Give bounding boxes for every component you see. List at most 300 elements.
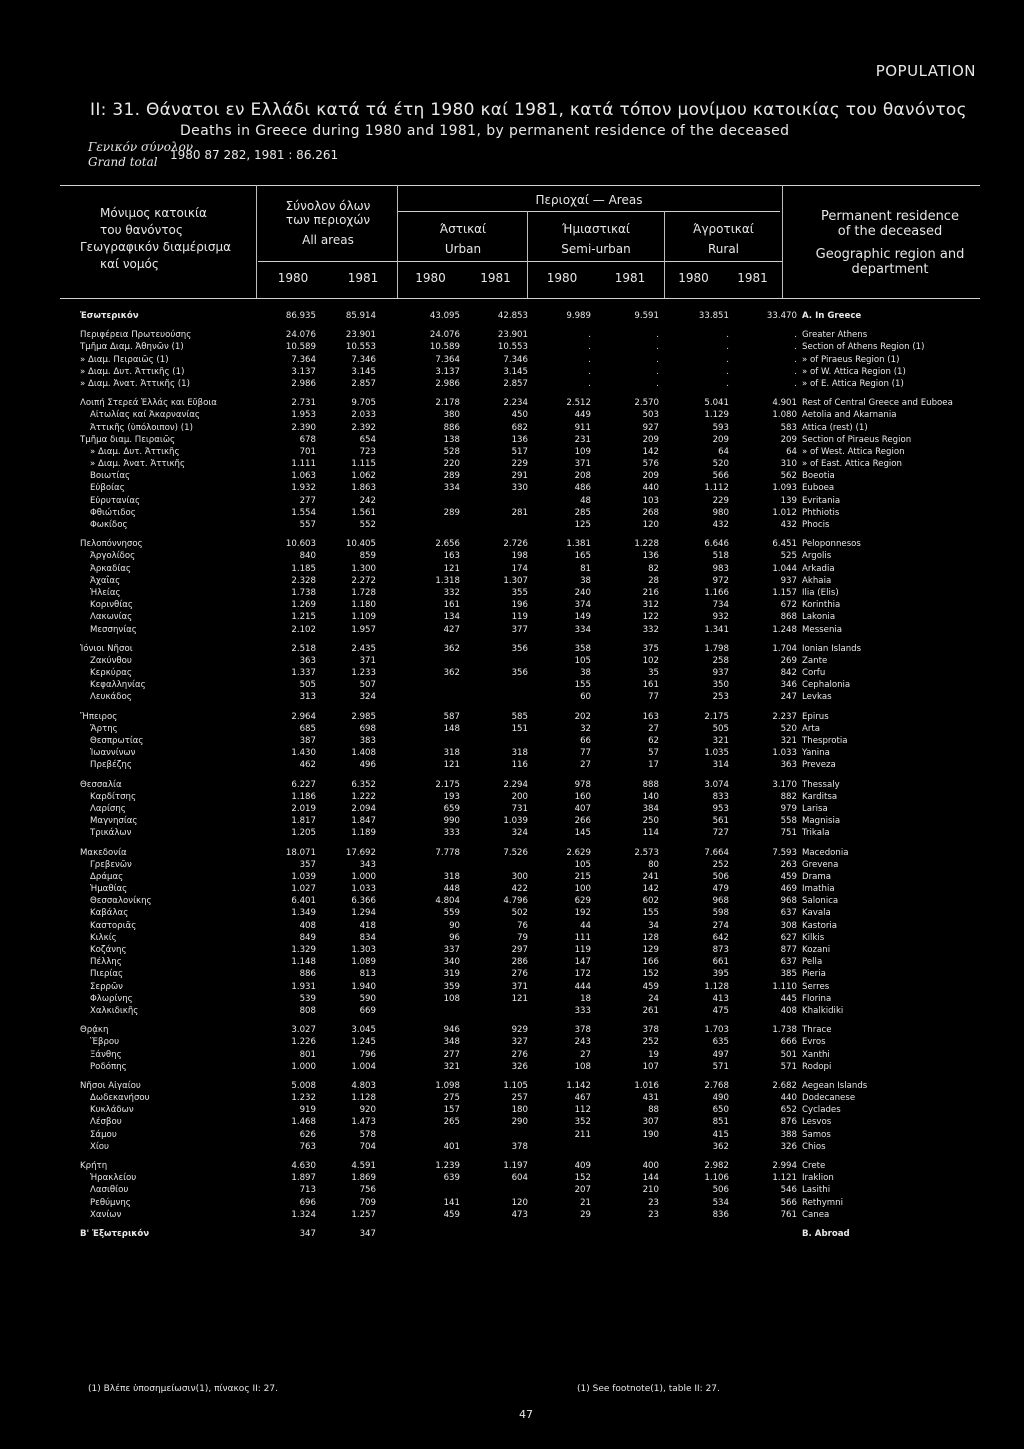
row-value-c1: 1.931: [291, 981, 316, 992]
row-value-c6: 378: [642, 1025, 659, 1036]
years-rule: [258, 261, 782, 262]
row-value-c8: .: [794, 366, 797, 377]
row-value-c5: 29: [580, 1209, 591, 1220]
row-label-english: Iraklion: [802, 1173, 834, 1184]
row-value-c1: 10.603: [285, 539, 316, 550]
row-value-c5: 243: [574, 1037, 591, 1048]
row-label-english: Florina: [802, 993, 832, 1004]
table-row: [0, 1197, 1024, 1209]
row-value-c8: 558: [780, 816, 797, 827]
row-value-c5: 38: [580, 575, 591, 586]
row-label-greek: Καρδίτσης: [90, 791, 137, 802]
row-value-c2: 2.985: [351, 711, 376, 722]
row-label-greek: Φθιώτιδος: [90, 507, 136, 518]
table-row: [0, 446, 1024, 458]
row-value-c2: 1.245: [351, 1037, 376, 1048]
table-row: [0, 711, 1024, 723]
row-label-english: Grevena: [802, 859, 839, 870]
row-value-c7: 851: [712, 1117, 729, 1128]
row-value-c7: 833: [712, 791, 729, 802]
row-value-c6: 152: [642, 969, 659, 980]
row-value-c6: 1.016: [634, 1080, 659, 1091]
row-value-c2: 343: [359, 859, 376, 870]
row-value-c7: 734: [712, 600, 729, 611]
row-value-c7: 314: [712, 760, 729, 771]
row-value-c6: 312: [642, 600, 659, 611]
row-value-c7: 2.175: [704, 711, 729, 722]
row-value-c8: .: [794, 342, 797, 353]
table-row: [0, 575, 1024, 587]
year-1980-total: 1980: [277, 271, 309, 285]
row-value-c5: 208: [574, 471, 591, 482]
row-value-c5: 378: [574, 1025, 591, 1036]
row-value-c2: 1.233: [351, 668, 376, 679]
row-label-greek: Κρήτη: [80, 1161, 108, 1171]
row-label-greek: Ἰόνιοι Νῆσοι: [80, 643, 133, 654]
semi-urban-header: [528, 222, 664, 256]
row-value-c5: 81: [580, 563, 591, 574]
table-row: [0, 968, 1024, 980]
row-value-c8: 652: [780, 1105, 797, 1116]
row-value-c4: 290: [511, 1117, 528, 1128]
row-value-c7: 520: [712, 459, 729, 470]
row-label-greek: Ἐσωτερικόν: [80, 311, 139, 321]
row-label-greek: Φλωρίνης: [90, 993, 133, 1004]
row-label-english: Rest of Central Greece and Euboea: [802, 398, 953, 409]
row-value-c7: 274: [712, 920, 729, 931]
row-value-c4: 297: [511, 945, 528, 955]
table-row: [0, 341, 1024, 353]
row-value-c8: 408: [780, 1005, 797, 1016]
row-value-c4: 318: [511, 748, 528, 759]
row-value-c7: .: [726, 330, 729, 341]
table-row: [0, 643, 1024, 655]
row-value-c7: .: [726, 342, 729, 353]
table-row: [0, 1024, 1024, 1036]
row-value-c2: 654: [359, 434, 376, 445]
row-value-c8: 562: [780, 471, 797, 482]
row-value-c5: 172: [574, 969, 591, 980]
row-value-c3: 886: [443, 422, 460, 433]
row-value-c3: 277: [443, 1049, 460, 1060]
row-value-c7: 258: [712, 655, 729, 666]
row-value-c7: 64: [718, 446, 729, 457]
table-row: [0, 1129, 1024, 1141]
row-value-c6: 142: [642, 446, 659, 457]
row-value-c3: 362: [443, 668, 460, 679]
row-value-c5: .: [588, 354, 591, 365]
section-tag: POPULATION: [875, 62, 976, 80]
row-value-c6: 9.591: [634, 311, 659, 321]
row-value-c1: 2.518: [291, 643, 316, 654]
row-value-c2: 723: [359, 446, 376, 457]
row-value-c8: 388: [780, 1129, 797, 1140]
row-value-c4: 2.726: [503, 539, 528, 550]
row-label-greek: Ἤπειρος: [80, 711, 118, 722]
row-value-c1: 408: [299, 920, 316, 931]
row-value-c4: 276: [511, 1049, 528, 1060]
row-value-c3: 334: [443, 483, 460, 494]
row-value-c2: 418: [359, 920, 376, 931]
row-value-c3: 427: [443, 624, 460, 635]
row-label-english: Zante: [802, 655, 828, 666]
row-label-english: Evros: [802, 1037, 826, 1048]
urban-header-english: Urban: [444, 242, 482, 256]
row-label-greek: Θεσπρωτίας: [90, 736, 144, 746]
urban-header: [398, 222, 528, 256]
row-value-c5: 32: [580, 723, 591, 734]
year-1980-rural: 1980: [678, 271, 709, 285]
row-value-c8: 882: [780, 791, 797, 802]
row-label-greek: Χαλκιδικῆς: [90, 1005, 139, 1016]
row-label-english: » of East. Attica Region: [802, 459, 903, 470]
row-value-c2: 1.089: [351, 957, 376, 968]
row-label-english: Larisa: [802, 803, 828, 814]
row-label-greek: Μαγνησίας: [90, 816, 138, 827]
row-value-c7: 229: [712, 495, 729, 506]
row-value-c4: 136: [511, 434, 528, 445]
row-value-c8: 877: [780, 945, 797, 955]
row-label-english: Peloponnesos: [802, 539, 861, 550]
row-value-c2: 6.352: [351, 779, 376, 790]
row-value-c7: 534: [712, 1197, 729, 1208]
row-label-english: Kavala: [802, 908, 831, 919]
table-row: [0, 599, 1024, 611]
row-value-c2: 2.392: [351, 422, 376, 433]
row-label-english: Thrace: [802, 1025, 832, 1036]
row-value-c1: 2.986: [291, 378, 316, 389]
row-value-c4: 473: [511, 1209, 528, 1220]
row-value-c2: 669: [359, 1005, 376, 1016]
areas-rule: [398, 211, 780, 212]
table-row: [0, 1005, 1024, 1017]
row-value-c1: 24.076: [285, 330, 316, 341]
row-value-c6: 503: [642, 410, 659, 421]
row-label-english: Korinthia: [802, 600, 841, 611]
row-value-c2: 23.901: [345, 330, 376, 341]
row-value-c6: 210: [642, 1185, 659, 1196]
row-value-c7: 642: [712, 932, 729, 943]
row-value-c3: 1.318: [435, 575, 460, 586]
row-value-c8: 937: [780, 575, 797, 586]
table-row: [0, 723, 1024, 735]
row-value-c6: 261: [642, 1005, 659, 1016]
table-row: [0, 482, 1024, 494]
row-value-c2: 10.553: [345, 342, 376, 353]
row-value-c5: 211: [574, 1129, 591, 1140]
row-value-c2: 3.045: [351, 1025, 376, 1036]
row-value-c1: 2.328: [291, 575, 316, 586]
row-value-c1: 701: [299, 446, 316, 457]
row-value-c3: 332: [443, 587, 460, 598]
row-value-c4: 330: [511, 483, 528, 494]
row-value-c8: 968: [780, 896, 797, 907]
row-value-c7: 6.646: [704, 539, 729, 550]
row-value-c8: 64: [786, 446, 797, 457]
row-label-english: Serres: [802, 981, 830, 992]
row-label-english: » of West. Attica Region: [802, 446, 905, 457]
row-value-c3: 7.364: [435, 354, 460, 365]
row-value-c2: 2.272: [351, 575, 376, 586]
row-value-c3: 10.589: [429, 342, 460, 353]
row-value-c5: 111: [574, 932, 591, 943]
row-label-greek: Σερρῶν: [90, 981, 123, 992]
row-label-english: Cyclades: [802, 1105, 841, 1116]
row-value-c6: 2.573: [634, 847, 659, 858]
row-value-c2: 1.000: [351, 871, 376, 882]
row-value-c8: 1.093: [772, 483, 797, 494]
row-value-c1: 3.137: [291, 366, 316, 377]
row-label-greek: Πιερίας: [90, 969, 124, 980]
row-label-english: Kozani: [802, 945, 831, 955]
row-value-c8: 868: [780, 612, 797, 623]
table-row: [0, 366, 1024, 378]
table-row: [0, 434, 1024, 446]
row-value-c3: 121: [443, 563, 460, 574]
row-label-greek: Φωκίδος: [90, 520, 128, 530]
row-value-c6: 77: [648, 692, 659, 703]
row-label-english: Yanina: [802, 748, 830, 759]
row-value-c5: 409: [574, 1161, 591, 1171]
row-label-english: Lesvos: [802, 1117, 832, 1128]
row-value-c3: 340: [443, 957, 460, 968]
row-value-c5: 125: [574, 520, 591, 530]
row-value-c3: 362: [443, 643, 460, 654]
row-value-c6: 163: [642, 711, 659, 722]
row-label-english: Levkas: [802, 692, 832, 703]
row-value-c7: 727: [712, 828, 729, 839]
row-value-c3: 337: [443, 945, 460, 955]
row-value-c2: 1.303: [351, 945, 376, 955]
row-value-c7: 252: [712, 859, 729, 870]
row-value-c4: 121: [511, 993, 528, 1004]
row-value-c5: 240: [574, 587, 591, 598]
row-value-c6: .: [656, 342, 659, 353]
row-value-c8: 979: [780, 803, 797, 814]
row-value-c7: 571: [712, 1061, 729, 1072]
row-value-c8: 627: [780, 932, 797, 943]
left-header-line3: Γεωγραφικόν διαμέρισμα: [80, 240, 232, 254]
row-value-c8: 346: [780, 680, 797, 691]
row-value-c7: 1.035: [704, 748, 729, 759]
row-value-c6: 103: [642, 495, 659, 506]
row-value-c1: 1.897: [291, 1173, 316, 1184]
row-value-c8: 459: [780, 871, 797, 882]
row-label-english: Arkadia: [802, 563, 835, 574]
table-row: [0, 470, 1024, 482]
row-value-c6: 17: [648, 760, 659, 771]
row-value-c1: 363: [299, 655, 316, 666]
row-value-c5: .: [588, 330, 591, 341]
row-value-c8: 1.248: [772, 624, 797, 635]
row-value-c5: 27: [580, 1049, 591, 1060]
row-value-c1: 1.329: [291, 945, 316, 955]
table-row: [0, 944, 1024, 956]
row-value-c8: 525: [780, 551, 797, 562]
row-value-c8: 1.033: [772, 748, 797, 759]
row-label-english: Preveza: [802, 760, 836, 771]
table-row: [0, 827, 1024, 839]
row-value-c8: 4.901: [772, 398, 797, 409]
row-value-c6: 80: [648, 859, 659, 870]
row-label-english: Dodecanese: [802, 1093, 856, 1104]
left-header-line4: καί νομός: [100, 257, 159, 271]
table-row: [0, 1184, 1024, 1196]
row-value-c3: 2.656: [435, 539, 460, 550]
row-label-english: Section of Piraeus Region: [802, 434, 912, 445]
row-value-c6: 120: [642, 520, 659, 530]
row-value-c7: 968: [712, 896, 729, 907]
col-divider-1: [256, 185, 257, 298]
row-label-english: Lasithi: [802, 1185, 831, 1196]
right-header-line2: of the deceased: [837, 224, 943, 239]
row-value-c1: 2.964: [291, 711, 316, 722]
row-value-c2: 1.004: [351, 1061, 376, 1072]
row-value-c3: 319: [443, 969, 460, 980]
row-value-c4: 422: [511, 884, 528, 895]
row-value-c7: 983: [712, 563, 729, 574]
row-label-english: Rethymni: [802, 1197, 843, 1208]
row-value-c3: 2.986: [435, 378, 460, 389]
row-label-greek: Λευκάδος: [90, 692, 132, 703]
row-value-c8: .: [794, 354, 797, 365]
row-value-c2: 7.346: [351, 354, 376, 365]
table-row: [0, 803, 1024, 815]
row-value-c6: 1.228: [634, 539, 659, 550]
row-label-greek: » Διαμ. Ἀνατ. Ἀττικῆς: [90, 459, 186, 470]
row-value-c6: 88: [648, 1105, 659, 1116]
row-value-c7: 1.129: [704, 410, 729, 421]
row-value-c5: 192: [574, 908, 591, 919]
table-row: [0, 422, 1024, 434]
row-value-c2: 920: [359, 1105, 376, 1116]
row-value-c5: 407: [574, 803, 591, 814]
row-value-c1: 1.817: [291, 816, 316, 827]
row-label-english: Canea: [802, 1209, 830, 1220]
row-value-c4: 2.234: [503, 398, 528, 409]
row-value-c5: 147: [574, 957, 591, 968]
row-value-c8: 566: [780, 1197, 797, 1208]
row-value-c4: 327: [511, 1037, 528, 1048]
total-header-greek: Σύνολον όλων: [285, 199, 371, 213]
row-value-c1: 1.269: [291, 600, 316, 611]
row-value-c6: 927: [642, 422, 659, 433]
row-value-c1: 1.349: [291, 908, 316, 919]
row-value-c7: .: [726, 354, 729, 365]
row-value-c1: 347: [299, 1228, 316, 1239]
table-row: [0, 956, 1024, 968]
row-value-c7: 972: [712, 575, 729, 586]
row-label-english: Akhaia: [802, 575, 832, 586]
row-label-english: Euboea: [802, 483, 835, 494]
row-value-c4: 257: [511, 1093, 528, 1104]
table-row: [0, 791, 1024, 803]
row-value-c3: 138: [443, 434, 460, 445]
row-value-c6: 209: [642, 471, 659, 482]
row-value-c3: 275: [443, 1093, 460, 1104]
row-value-c6: 375: [642, 643, 659, 654]
row-value-c2: 552: [359, 520, 376, 530]
row-value-c8: 761: [780, 1209, 797, 1220]
row-value-c5: 44: [580, 920, 591, 931]
row-value-c1: 505: [299, 680, 316, 691]
row-value-c2: 1.115: [351, 459, 376, 470]
table-row: [0, 1049, 1024, 1061]
row-value-c5: 60: [580, 692, 591, 703]
table-row: [0, 329, 1024, 341]
row-value-c6: 209: [642, 434, 659, 445]
row-label-english: Phthiotis: [802, 507, 840, 518]
row-value-c7: 932: [712, 612, 729, 623]
row-value-c1: 886: [299, 969, 316, 980]
row-value-c6: .: [656, 330, 659, 341]
row-value-c4: 151: [511, 723, 528, 734]
table-row: [0, 1116, 1024, 1128]
row-value-c1: 539: [299, 993, 316, 1004]
row-value-c3: 4.804: [435, 896, 460, 907]
row-value-c4: 929: [511, 1025, 528, 1036]
row-label-greek: Λασιθίου: [90, 1185, 129, 1196]
table-row: [0, 895, 1024, 907]
row-value-c6: 144: [642, 1173, 659, 1184]
table-row: [0, 1080, 1024, 1092]
row-value-c2: 242: [359, 495, 376, 506]
row-value-c7: 506: [712, 1185, 729, 1196]
row-value-c5: 266: [574, 816, 591, 827]
row-value-c1: 277: [299, 495, 316, 506]
row-value-c1: 2.731: [291, 398, 316, 409]
table-row: [0, 679, 1024, 691]
row-label-english: Magnisia: [802, 816, 841, 827]
grand-total-values: 1980 87 282, 1981 : 86.261: [170, 148, 339, 162]
table-row: [0, 1104, 1024, 1116]
row-value-c3: 157: [443, 1105, 460, 1116]
row-value-c1: 1.205: [291, 828, 316, 839]
row-value-c1: 1.430: [291, 748, 316, 759]
row-value-c3: 43.095: [429, 311, 460, 321]
row-value-c2: 1.728: [351, 587, 376, 598]
row-value-c6: 142: [642, 884, 659, 895]
row-value-c5: 352: [574, 1117, 591, 1128]
row-value-c2: 709: [359, 1197, 376, 1208]
row-value-c5: 109: [574, 446, 591, 457]
row-label-english: Karditsa: [802, 791, 838, 802]
row-value-c6: 57: [648, 748, 659, 759]
row-value-c2: 9.705: [351, 398, 376, 409]
row-value-c7: 2.768: [704, 1080, 729, 1091]
row-value-c4: 120: [511, 1197, 528, 1208]
row-value-c4: 116: [511, 760, 528, 771]
row-value-c2: 10.405: [345, 539, 376, 550]
row-value-c7: 505: [712, 723, 729, 734]
row-value-c5: 374: [574, 600, 591, 611]
row-value-c7: 873: [712, 945, 729, 955]
semi-urban-header-english: Semi-urban: [561, 242, 631, 256]
row-value-c4: 355: [511, 587, 528, 598]
row-label-greek: Ἕβρου: [90, 1037, 120, 1048]
row-label-greek: Ρεθύμνης: [90, 1197, 131, 1208]
row-value-c5: 112: [574, 1105, 591, 1116]
table-row: [0, 550, 1024, 562]
row-value-c8: 842: [780, 668, 797, 679]
row-label-english: Trikala: [802, 828, 830, 839]
row-value-c5: 285: [574, 507, 591, 518]
row-value-c3: 265: [443, 1117, 460, 1128]
row-value-c2: 85.914: [345, 311, 376, 321]
row-value-c6: .: [656, 354, 659, 365]
row-value-c6: 888: [642, 779, 659, 790]
row-value-c7: 321: [712, 736, 729, 746]
